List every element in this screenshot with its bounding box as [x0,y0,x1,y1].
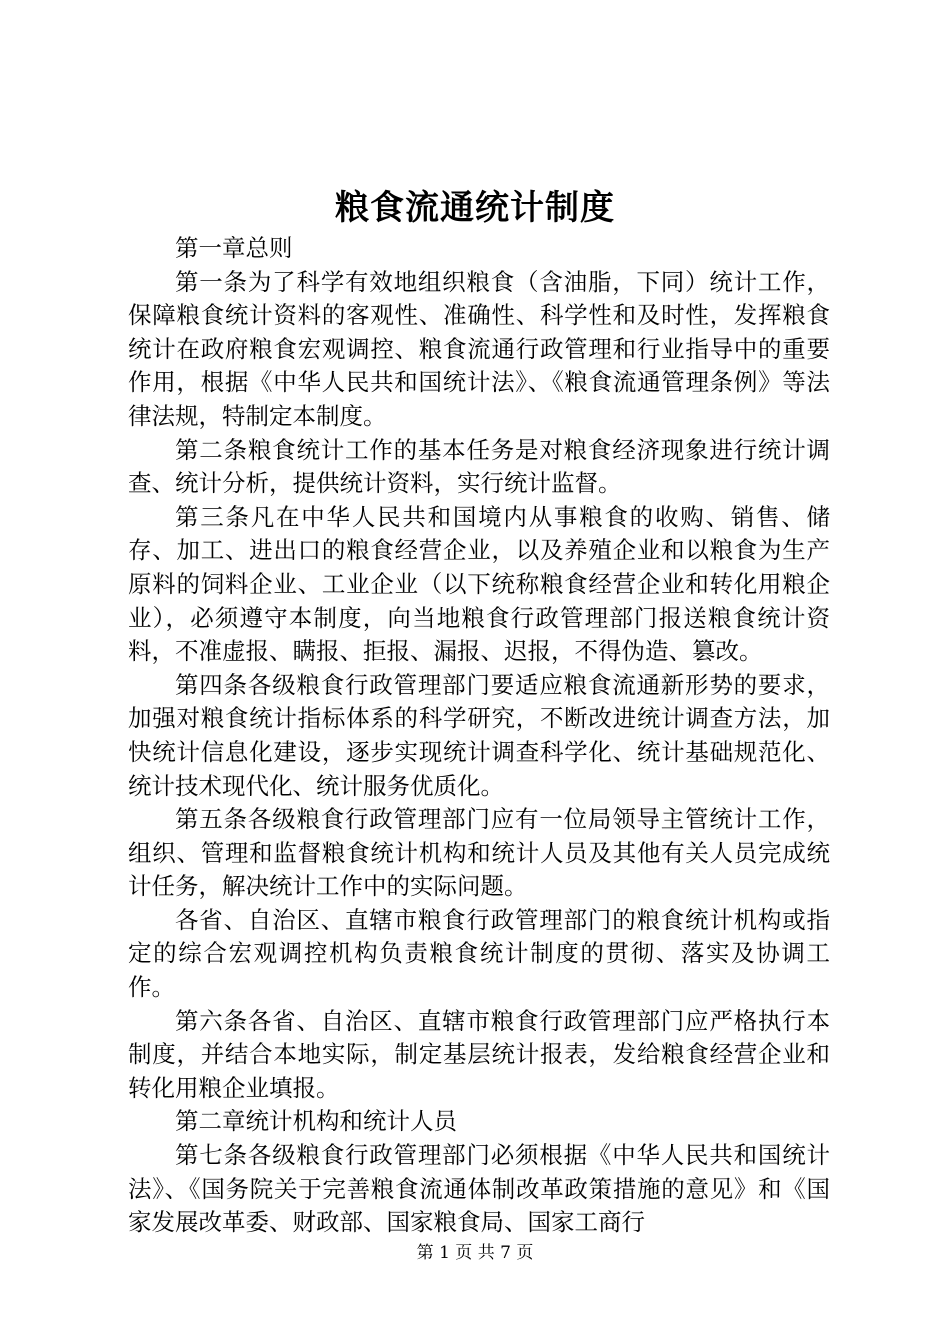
article-paragraph: 各省、自治区、直辖市粮食行政管理部门的粮食统计机构或指定的综合宏观调控机构负责粮食统计制度的贯彻、落实及协调工作。 [128,905,830,1002]
chapter-heading: 第二章统计机构和统计人员 [175,1107,457,1136]
page-number-footer: 第 1 页 共 7 页 [416,1243,534,1263]
document-body [128,232,830,1240]
article-paragraph: 第三条凡在中华人民共和国境内从事粮食的收购、销售、储存、加工、进出口的粮食经营企业，以及养殖企业和以粮食为生产原料的饲料企业、工业企业（以下统称粮食经营企业和转化用粮企业），必须遵守本制度，向当地粮食行政管理部门报送粮食统计资料，不准虚报、瞒报、拒报、漏报、迟报，不得伪造、篡改。 [128,502,830,666]
chapter-heading: 第一章总则 [175,234,293,262]
document-title: 粮食流通统计制度 [335,188,615,228]
article-paragraph: 第二条粮食统计工作的基本任务是对粮食经济现象进行统计调查、统计分析，提供统计资料，实行统计监督。 [128,435,830,498]
article-paragraph: 第六条各省、自治区、直辖市粮食行政管理部门应严格执行本制度，并结合本地实际，制定基层统计报表，发给粮食经营企业和转化用粮企业填报。 [128,1006,830,1102]
article-paragraph: 第一条为了科学有效地组织粮食（含油脂，下同）统计工作，保障粮食统计资料的客观性、准确性、科学性和及时性，发挥粮食统计在政府粮食宏观调控、粮食流通行政管理和行业指导中的重要作用，根据《中华人民共和国统计法》、《粮食流通管理条例》等法律法规，特制定本制度。 [128,267,830,430]
article-paragraph: 第五条各级粮食行政管理部门应有一位局领导主管统计工作，组织、管理和监督粮食统计机构和统计人员及其他有关人员完成统计任务，解决统计工作中的实际问题。 [128,805,830,901]
article-paragraph: 第四条各级粮食行政管理部门要适应粮食流通新形势的要求，加强对粮食统计指标体系的科学研究，不断改进统计调查方法，加快统计信息化建设，逐步实现统计调查科学化、统计基础规范化、统计技术现代化、统计服务优质化。 [128,670,830,800]
article-paragraph: 第七条各级粮食行政管理部门必须根据《中华人民共和国统计法》、《国务院关于完善粮食流通体制改革政策措施的意见》和《国家发展改革委、财政部、国家粮食局、国家工商行 [128,1141,830,1237]
